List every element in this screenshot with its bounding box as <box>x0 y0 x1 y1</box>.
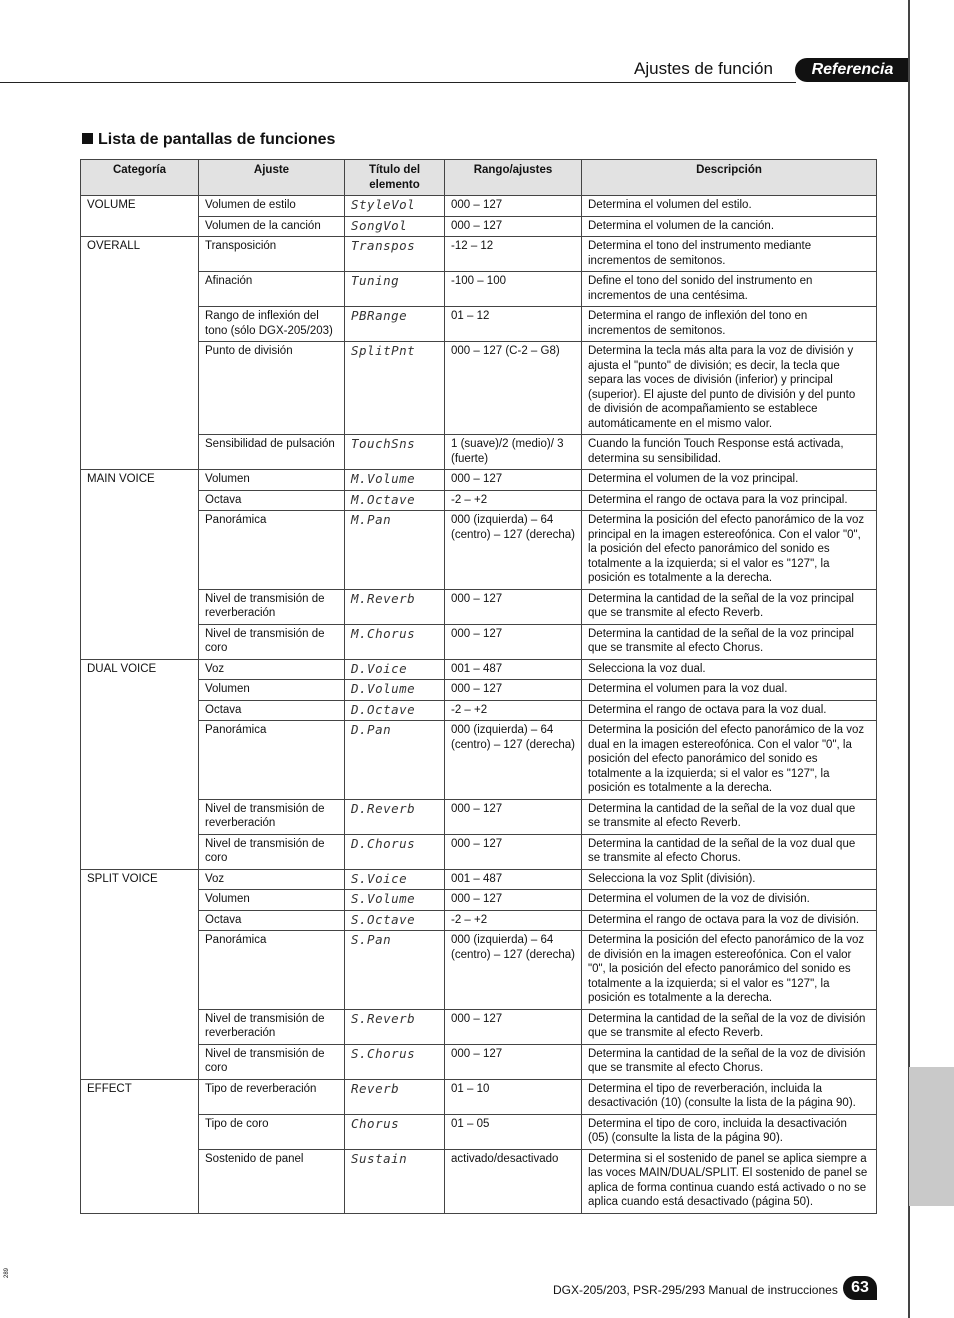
setting-cell: Volumen <box>199 680 345 701</box>
description-cell: Determina el tono del instrumento mediante incrementos de semitonos. <box>582 237 877 272</box>
range-cell: 000 – 127 <box>445 680 582 701</box>
category-cell: MAIN VOICE <box>81 470 199 491</box>
category-cell <box>81 834 199 869</box>
range-cell: -100 – 100 <box>445 272 582 307</box>
description-cell: Determina el rango de octava para la voz dual. <box>582 700 877 721</box>
setting-cell: Nivel de transmisión de reverberación <box>199 799 345 834</box>
description-cell: Selecciona la voz dual. <box>582 659 877 680</box>
header-rule <box>0 82 796 83</box>
table-row <box>81 700 877 721</box>
description-cell: Determina la tecla más alta para la voz de división y ajusta el "punto" de división; es decir, la tecla que separa las voces de división (inferior) y principal (superior). El ajuste del punto de división y del punto de división de acompañamiento se establece automáticamente en el mismo valor. <box>582 342 877 435</box>
description-cell: Determina el tipo de coro, incluida la desactivación (05) (consulte la lista de la página 90). <box>582 1114 877 1149</box>
page-number: 63 <box>843 1276 877 1300</box>
display-title-cell: SongVol <box>345 216 445 237</box>
display-title-cell: Chorus <box>345 1114 445 1149</box>
range-cell: 1 (suave)/2 (medio)/ 3 (fuerte) <box>445 435 582 470</box>
range-cell: 000 – 127 <box>445 1009 582 1044</box>
table-row <box>81 490 877 511</box>
list-title <box>82 131 335 149</box>
category-cell <box>81 1009 199 1044</box>
range-cell: 000 – 127 <box>445 834 582 869</box>
table-row <box>81 869 877 890</box>
display-title-cell: D.Octave <box>345 700 445 721</box>
category-cell <box>81 1114 199 1149</box>
setting-cell: Nivel de transmisión de coro <box>199 834 345 869</box>
range-cell: 000 (izquierda) – 64 (centro) – 127 (derecha) <box>445 511 582 590</box>
description-cell: Determina el rango de inflexión del tono en incrementos de semitonos. <box>582 307 877 342</box>
setting-cell: Tipo de coro <box>199 1114 345 1149</box>
display-title-cell: S.Reverb <box>345 1009 445 1044</box>
range-cell: 000 (izquierda) – 64 (centro) – 127 (derecha) <box>445 931 582 1010</box>
setting-cell: Punto de división <box>199 342 345 435</box>
table-row <box>81 1009 877 1044</box>
table-row <box>81 589 877 624</box>
description-cell: Determina la cantidad de la señal de la voz principal que se transmite al efecto Reverb. <box>582 589 877 624</box>
display-title-cell: SplitPnt <box>345 342 445 435</box>
range-cell: 000 – 127 <box>445 1044 582 1079</box>
setting-cell: Nivel de transmisión de coro <box>199 624 345 659</box>
table-row <box>81 470 877 491</box>
table-row <box>81 624 877 659</box>
category-cell <box>81 910 199 931</box>
table-row <box>81 1079 877 1114</box>
section-title: Ajustes de función <box>634 59 773 78</box>
setting-cell: Rango de inflexión del tono (sólo DGX-205/203) <box>199 307 345 342</box>
category-cell <box>81 216 199 237</box>
range-cell: 000 – 127 <box>445 470 582 491</box>
description-cell: Determina el rango de octava para la voz de división. <box>582 910 877 931</box>
table-row <box>81 511 877 590</box>
display-title-cell: S.Octave <box>345 910 445 931</box>
display-title-cell: M.Volume <box>345 470 445 491</box>
range-cell: 000 – 127 <box>445 624 582 659</box>
table-row <box>81 307 877 342</box>
display-title-cell: Transpos <box>345 237 445 272</box>
setting-cell: Nivel de transmisión de reverberación <box>199 1009 345 1044</box>
table-row <box>81 1044 877 1079</box>
category-cell <box>81 680 199 701</box>
table-row <box>81 216 877 237</box>
table-row <box>81 890 877 911</box>
footer-manual: DGX-205/203, PSR-295/293 Manual de instrucciones <box>553 1283 838 1297</box>
table-row <box>81 910 877 931</box>
setting-cell: Octava <box>199 910 345 931</box>
category-cell <box>81 799 199 834</box>
category-cell <box>81 931 199 1010</box>
display-title-cell: PBRange <box>345 307 445 342</box>
chapter-tab <box>909 1067 954 1206</box>
column-header: Rango/ajustes <box>445 160 582 196</box>
display-title-cell: D.Voice <box>345 659 445 680</box>
description-cell: Define el tono del sonido del instrumento en incrementos de una centésima. <box>582 272 877 307</box>
column-header: Descripción <box>582 160 877 196</box>
setting-cell: Volumen de la canción <box>199 216 345 237</box>
range-cell: 000 – 127 <box>445 196 582 217</box>
table-row <box>81 272 877 307</box>
setting-cell: Voz <box>199 659 345 680</box>
display-title-cell: StyleVol <box>345 196 445 217</box>
table-row <box>81 834 877 869</box>
display-title-cell: M.Chorus <box>345 624 445 659</box>
description-cell: Determina la cantidad de la señal de la voz principal que se transmite al efecto Chorus. <box>582 624 877 659</box>
range-cell: 01 – 12 <box>445 307 582 342</box>
display-title-cell: D.Reverb <box>345 799 445 834</box>
description-cell: Determina el volumen de la voz de división. <box>582 890 877 911</box>
range-cell: activado/desactivado <box>445 1149 582 1213</box>
description-cell: Determina la cantidad de la señal de la voz de división que se transmite al efecto Reverb. <box>582 1009 877 1044</box>
category-cell: EFFECT <box>81 1079 199 1114</box>
setting-cell: Tipo de reverberación <box>199 1079 345 1114</box>
display-title-cell: M.Octave <box>345 490 445 511</box>
description-cell: Determina si el sostenido de panel se aplica siempre a las voces MAIN/DUAL/SPLIT. El sostenido de panel se aplica de forma continua cuando está activado o no se aplica cuando está desactivado (página 50). <box>582 1149 877 1213</box>
column-header: Título del elemento <box>345 160 445 196</box>
category-cell <box>81 721 199 800</box>
table-row <box>81 931 877 1010</box>
category-cell <box>81 624 199 659</box>
description-cell: Determina la cantidad de la señal de la voz de división que se transmite al efecto Chorus. <box>582 1044 877 1079</box>
reference-badge: Referencia <box>795 58 910 82</box>
range-cell: 000 (izquierda) – 64 (centro) – 127 (derecha) <box>445 721 582 800</box>
category-cell: DUAL VOICE <box>81 659 199 680</box>
setting-cell: Octava <box>199 490 345 511</box>
description-cell: Determina la cantidad de la señal de la voz dual que se transmite al efecto Chorus. <box>582 834 877 869</box>
setting-cell: Octava <box>199 700 345 721</box>
display-title-cell: TouchSns <box>345 435 445 470</box>
display-title-cell: Reverb <box>345 1079 445 1114</box>
table-row <box>81 799 877 834</box>
description-cell: Determina la posición del efecto panorámico de la voz principal en la imagen estereofónica. Con el valor "0", la posición del efecto panorámico del sonido es totalmente a la izquierda; si el valor es "127", la posición es totalmente a la derecha. <box>582 511 877 590</box>
setting-cell: Panorámica <box>199 931 345 1010</box>
description-cell: Determina la cantidad de la señal de la voz dual que se transmite al efecto Reverb. <box>582 799 877 834</box>
category-cell: OVERALL <box>81 237 199 272</box>
table-row <box>81 435 877 470</box>
category-cell <box>81 890 199 911</box>
range-cell: 01 – 05 <box>445 1114 582 1149</box>
range-cell: -2 – +2 <box>445 490 582 511</box>
column-header: Ajuste <box>199 160 345 196</box>
range-cell: 000 – 127 <box>445 589 582 624</box>
table-row <box>81 237 877 272</box>
display-title-cell: D.Pan <box>345 721 445 800</box>
setting-cell: Volumen de estilo <box>199 196 345 217</box>
description-cell: Determina el rango de octava para la voz principal. <box>582 490 877 511</box>
setting-cell: Transposición <box>199 237 345 272</box>
display-title-cell: S.Volume <box>345 890 445 911</box>
column-header: Categoría <box>81 160 199 196</box>
description-cell: Determina la posición del efecto panorámico de la voz de división en la imagen estereofónica. Con el valor "0", la posición del efecto panorámico del sonido es totalmente a la izquierda; si el valor es "127", la posición es totalmente a la derecha. <box>582 931 877 1010</box>
setting-cell: Volumen <box>199 470 345 491</box>
table-row <box>81 659 877 680</box>
category-cell <box>81 307 199 342</box>
table-row <box>81 196 877 217</box>
range-cell: 000 – 127 <box>445 216 582 237</box>
category-cell <box>81 1149 199 1213</box>
setting-cell: Panorámica <box>199 511 345 590</box>
description-cell: Determina el volumen de la voz principal. <box>582 470 877 491</box>
display-title-cell: M.Pan <box>345 511 445 590</box>
range-cell: 000 – 127 <box>445 890 582 911</box>
range-cell: 01 – 10 <box>445 1079 582 1114</box>
setting-cell: Nivel de transmisión de coro <box>199 1044 345 1079</box>
display-title-cell: S.Pan <box>345 931 445 1010</box>
category-cell <box>81 700 199 721</box>
table-row <box>81 1149 877 1213</box>
setting-cell: Sostenido de panel <box>199 1149 345 1213</box>
description-cell: Determina la posición del efecto panorámico de la voz dual en la imagen estereofónica. Con el valor "0", la posición del efecto panorámico del sonido es totalmente a la izquierda; si el valor es "127", la posición es totalmente a la derecha. <box>582 721 877 800</box>
description-cell: Determina el tipo de reverberación, incluida la desactivación (10) (consulte la lista de la página 90). <box>582 1079 877 1114</box>
display-title-cell: S.Voice <box>345 869 445 890</box>
display-title-cell: Sustain <box>345 1149 445 1213</box>
setting-cell: Afinación <box>199 272 345 307</box>
description-cell: Determina el volumen de la canción. <box>582 216 877 237</box>
range-cell: 001 – 487 <box>445 869 582 890</box>
category-cell <box>81 511 199 590</box>
square-bullet-icon <box>82 133 93 144</box>
category-cell: SPLIT VOICE <box>81 869 199 890</box>
setting-cell: Sensibilidad de pulsación <box>199 435 345 470</box>
category-cell <box>81 435 199 470</box>
display-title-cell: D.Volume <box>345 680 445 701</box>
category-cell <box>81 1044 199 1079</box>
range-cell: 000 – 127 (C-2 – G8) <box>445 342 582 435</box>
category-cell <box>81 589 199 624</box>
table-row <box>81 1114 877 1149</box>
display-title-cell: S.Chorus <box>345 1044 445 1079</box>
list-title-text: Lista de pantallas de funciones <box>98 131 336 148</box>
description-cell: Determina el volumen para la voz dual. <box>582 680 877 701</box>
display-title-cell: D.Chorus <box>345 834 445 869</box>
description-cell: Determina el volumen del estilo. <box>582 196 877 217</box>
display-title-cell: Tuning <box>345 272 445 307</box>
setting-cell: Volumen <box>199 890 345 911</box>
setting-cell: Nivel de transmisión de reverberación <box>199 589 345 624</box>
category-cell <box>81 490 199 511</box>
display-title-cell: M.Reverb <box>345 589 445 624</box>
footer-code: 289 <box>4 1267 10 1278</box>
category-cell <box>81 272 199 307</box>
description-cell: Selecciona la voz Split (división). <box>582 869 877 890</box>
table-row <box>81 680 877 701</box>
range-cell: 001 – 487 <box>445 659 582 680</box>
table-row <box>81 721 877 800</box>
range-cell: -2 – +2 <box>445 700 582 721</box>
table-header-row <box>81 160 877 196</box>
range-cell: 000 – 127 <box>445 799 582 834</box>
range-cell: -2 – +2 <box>445 910 582 931</box>
range-cell: -12 – 12 <box>445 237 582 272</box>
function-table <box>80 159 877 1214</box>
setting-cell: Voz <box>199 869 345 890</box>
category-cell <box>81 342 199 435</box>
setting-cell: Panorámica <box>199 721 345 800</box>
category-cell: VOLUME <box>81 196 199 217</box>
table-row <box>81 342 877 435</box>
description-cell: Cuando la función Touch Response está activada, determina su sensibilidad. <box>582 435 877 470</box>
table-body <box>81 196 877 1214</box>
